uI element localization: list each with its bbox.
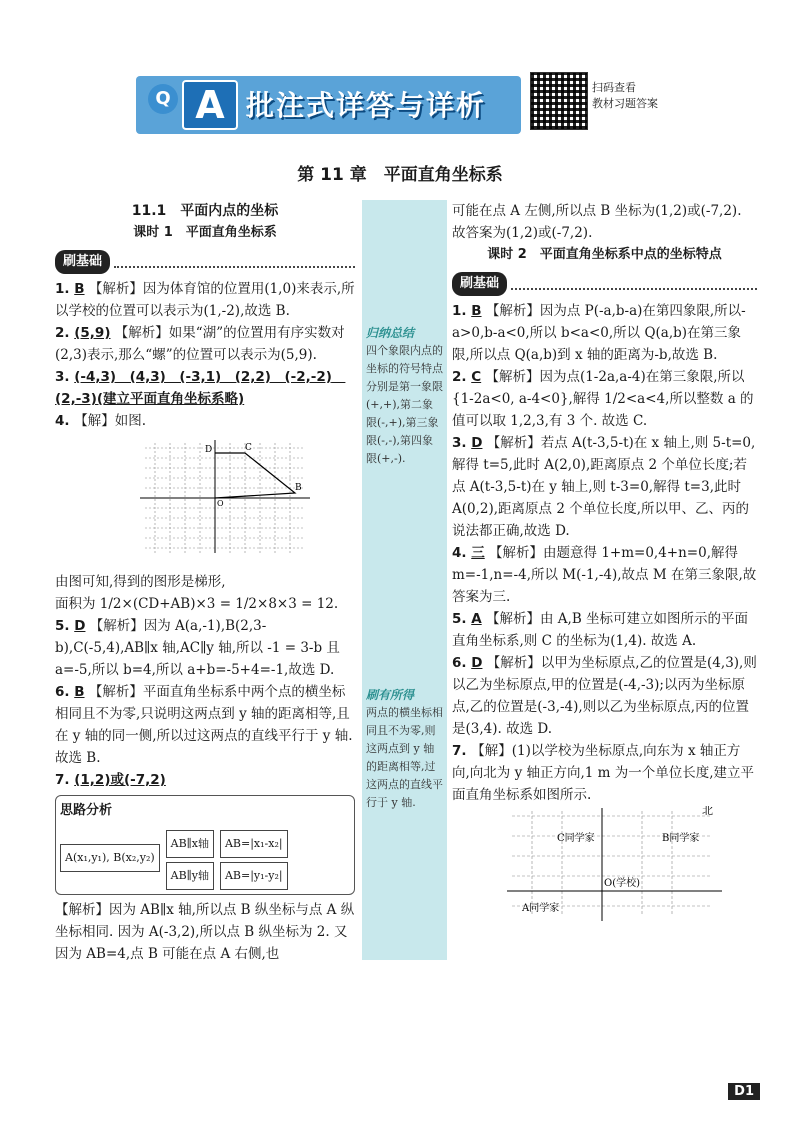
left2-item [55, 769, 355, 791]
item-number: 4. [452, 545, 472, 561]
right-item [452, 366, 757, 432]
flow-branches [166, 826, 288, 890]
flow-top: AB∥x轴 [166, 830, 214, 858]
item-number: 3. [55, 369, 75, 385]
flow-bottom-result: AB=|y₁-y₂| [220, 862, 288, 890]
item-text: 【解析】因为点(1-2a,a-4)在第三象限,所以 {1-2a<0, a-4<0},解得 1/2<a<4,所以整数 a 的值可以取 1,2,3,有 3 个. 故选 C. [452, 369, 754, 429]
item-answer: (-4,3) (4,3) (-3,1) (2,2) (-2,-2) (2,-3)(建立平面直角坐标系略) [55, 369, 346, 407]
item-text: 【解析】平面直角坐标系中两个点的横坐标相同且不为零,只说明这两点到 y 轴的距离相等,且在 y 轴的同一侧,所以过这两点的直线平行于 y 轴. 故选 B. [55, 684, 353, 766]
thinking-box [55, 795, 355, 895]
left-items-2 [55, 615, 355, 791]
right-column [452, 200, 757, 933]
map-graph [452, 806, 752, 926]
item-number: 7. [55, 772, 75, 788]
left-item [55, 366, 355, 410]
item-answer: B [74, 281, 85, 297]
flow-diagram [60, 826, 350, 890]
note-text-2: 两点的横坐标相同且不为零,则这两点到 y 轴的距离相等,过这两点的直线平行于 y 轴. [366, 706, 443, 809]
qr-line-2: 教材习题答案 [592, 97, 658, 110]
chapter-title: 第 11 章 平面直角坐标系 [297, 165, 503, 185]
item-number: 6. [452, 655, 472, 671]
item-answer: C [471, 369, 482, 385]
note-block-1 [362, 320, 447, 472]
side-notes [362, 200, 447, 960]
area-line-1: 由图可知,得到的图形是梯形, [55, 574, 226, 590]
map-north: 北 [702, 806, 713, 817]
item-text: 【解析】如果“湖”的位置用有序实数对(2,3)表示,那么“螺”的位置可以表示为(5,9). [55, 325, 345, 363]
item-text: 【解析】由 A,B 坐标可建立如图所示的平面直角坐标系,则 C 的坐标为(1,4). 故选 A. [452, 611, 749, 649]
flow-start: A(x₁,y₁), B(x₂,y₂) [60, 844, 160, 872]
item-answer: D [74, 618, 86, 634]
left2-item [55, 681, 355, 769]
item-number: 1. [55, 281, 75, 297]
item-answer: (1,2)或(-7,2) [74, 772, 166, 788]
right-item [452, 542, 757, 608]
thinking-title: 思路分析 [60, 803, 113, 818]
left-items [55, 278, 355, 432]
note-text-1: 四个象限内点的坐标的符号特点分别是第一象限(+,+),第二象限(-,+),第三象限(-,-),第四象限(+,-). [366, 344, 443, 465]
item-answer: (5,9) [74, 325, 111, 341]
label-b: B [295, 483, 302, 493]
map-b-home: B同学家 [662, 833, 700, 844]
lesson-title: 课时 1 平面直角坐标系 [133, 225, 277, 240]
tag-divider-2 [511, 278, 757, 290]
left-item [55, 278, 355, 322]
qr-line-1: 扫码查看 [592, 81, 636, 94]
item-number: 4. [55, 413, 75, 429]
item-answer: B [471, 303, 482, 319]
item-number: 3. [452, 435, 472, 451]
item-text: 【解析】因为点 P(-a,b-a)在第四象限,所以-a>0,b-a<0,所以 b<a<0,所以 Q(a,b)在第三象限,所以点 Q(a,b)到 x 轴的距离为-b,故选 B. [452, 303, 746, 363]
label-c: C [245, 443, 252, 453]
right-item [452, 608, 757, 652]
note-head-2: 刷有所得 [366, 688, 415, 702]
item-number: 7. [452, 743, 472, 759]
left-item [55, 410, 355, 432]
tag-divider [114, 256, 355, 268]
item-number: 6. [55, 684, 75, 700]
right-item [452, 740, 757, 806]
item-answer: D [471, 435, 483, 451]
right-item [452, 652, 757, 740]
right-item [452, 300, 757, 366]
item-number: 5. [55, 618, 75, 634]
item-text: 【解】(1)以学校为坐标原点,向东为 x 轴正方向,向北为 y 轴正方向,1 m 为一个单位长度,建立平面直角坐标系如图所示. [452, 743, 755, 803]
trapezoid-graph [135, 438, 315, 558]
basic-tag [55, 250, 355, 274]
right-continuation: 可能在点 A 左侧,所以点 B 坐标为(1,2)或(-7,2). 故答案为(1,2)或(-7,2). [452, 203, 742, 241]
banner-title: 批注式详答与详析 [246, 89, 487, 122]
item-number: 2. [55, 325, 75, 341]
area-line-2: 面积为 1/2×(CD+AB)×3 = 1/2×8×3 = 12. [55, 596, 339, 612]
item-text: 【解析】由题意得 1+m=0,4+n=0,解得 m=-1,n=-4,所以 M(-1,-4),故点 M 在第三象限,故答案为三. [452, 545, 757, 605]
item-text: 【解析】若点 A(t-3,5-t)在 x 轴上,则 5-t=0,解得 t=5,此时 A(2,0),距离原点 2 个单位长度;若点 A(t-3,5-t)在 y 轴上,则 t-3=0,解得 t=3,此时 A(0,2),距离原点 2 个单位长度,所以甲、乙、丙的说法都正确,故选 D. [452, 435, 756, 539]
q-badge: Q [148, 84, 178, 114]
item-text: 【解析】以甲为坐标原点,乙的位置是(4,3),则以乙为坐标原点,甲的位置是(-4,-3);以丙为坐标原点,乙的位置是(-3,-4),则以乙为坐标原点,丙的位置是(3,4). 故选 D. [452, 655, 757, 737]
left2-item [55, 615, 355, 681]
note-block-2 [362, 682, 447, 816]
label-d: D [205, 445, 213, 455]
right-item [452, 432, 757, 542]
item-text: 【解析】因为体育馆的位置用(1,0)来表示,所以学校的位置可以表示为(1,-2),故选 B. [55, 281, 355, 319]
qr-code-icon[interactable] [530, 72, 588, 130]
left-column [55, 200, 355, 965]
flow-top-result: AB=|x₁-x₂| [220, 830, 288, 858]
page-number: D1 [728, 1083, 760, 1100]
item-number: 2. [452, 369, 472, 385]
tag-label-2: 刷基础 [452, 272, 507, 296]
flow-bottom: AB∥y轴 [166, 862, 214, 890]
item-answer: 三 [471, 545, 485, 561]
tag-label: 刷基础 [55, 250, 110, 274]
note-head-1: 归纳总结 [366, 326, 415, 340]
a-badge: A [182, 80, 238, 130]
item7-final: 【解析】因为 AB∥x 轴,所以点 B 纵坐标与点 A 纵坐标相同. 因为 A(-3,2),所以点 B 纵坐标为 2. 又因为 AB=4,点 B 可能在点 A 右侧,也 [55, 902, 355, 962]
item-answer: A [471, 611, 482, 627]
item-text: 【解析】因为 A(a,-1),B(2,3-b),C(-5,4),AB∥x 轴,AC∥y 轴,所以 -1 = 3-b 且 a=-5,所以 b=4,所以 a+b=-5+4=-1,故选 D. [55, 618, 340, 678]
qr-caption [592, 80, 658, 112]
lesson-2-title: 课时 2 平面直角坐标系中点的坐标特点 [487, 247, 722, 262]
left-item [55, 322, 355, 366]
label-o: O [217, 499, 224, 508]
item-answer: D [471, 655, 483, 671]
map-a-home: A同学家 [522, 903, 560, 914]
item-answer: B [74, 684, 85, 700]
map-school: O(学校) [604, 878, 641, 889]
section-title: 11.1 平面内点的坐标 [131, 203, 279, 219]
item-number: 1. [452, 303, 472, 319]
item-number: 5. [452, 611, 472, 627]
right-items [452, 300, 757, 806]
map-c-home: C同学家 [557, 833, 595, 844]
basic-tag-2 [452, 272, 757, 296]
item-text: 【解】如图. [74, 413, 147, 429]
